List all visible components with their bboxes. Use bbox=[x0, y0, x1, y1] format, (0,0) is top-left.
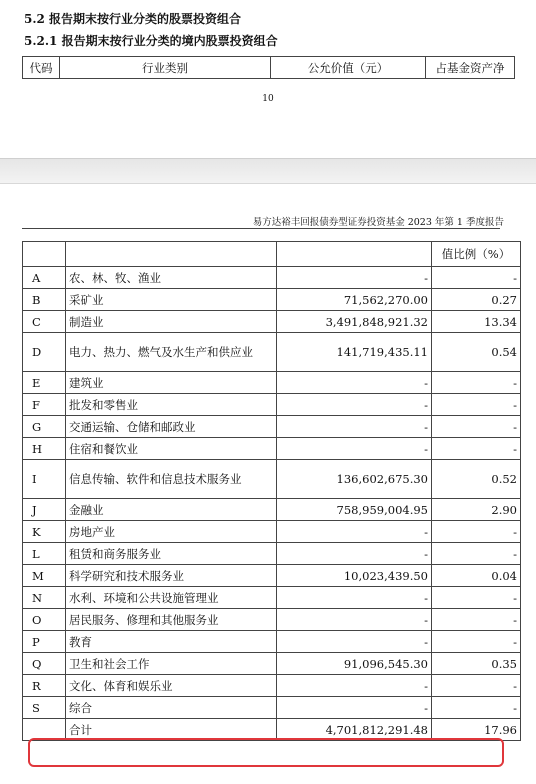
row-industry: 卫生和社会工作 bbox=[66, 653, 277, 675]
table-row bbox=[23, 416, 521, 438]
row-pct: - bbox=[432, 521, 521, 543]
header-fair-value: 公允价值（元） bbox=[271, 57, 426, 79]
row-fair-value: 136,602,675.30 bbox=[277, 460, 432, 499]
industry-table bbox=[22, 241, 521, 741]
row-fair-value: - bbox=[277, 587, 432, 609]
row-industry: 居民服务、修理和其他服务业 bbox=[66, 609, 277, 631]
row-industry: 农、林、牧、渔业 bbox=[66, 267, 277, 289]
row-fair-value: 71,562,270.00 bbox=[277, 289, 432, 311]
table-row bbox=[23, 565, 521, 587]
row-pct: - bbox=[432, 631, 521, 653]
row-pct: 0.27 bbox=[432, 289, 521, 311]
row-fair-value: - bbox=[277, 675, 432, 697]
row-code: L bbox=[23, 543, 66, 565]
row-industry: 交通运输、仓储和邮政业 bbox=[66, 416, 277, 438]
row-industry: 住宿和餐饮业 bbox=[66, 438, 277, 460]
table-row bbox=[23, 609, 521, 631]
row-fair-value: 141,719,435.11 bbox=[277, 333, 432, 372]
page-break bbox=[0, 158, 536, 184]
row-industry: 批发和零售业 bbox=[66, 394, 277, 416]
row-industry: 采矿业 bbox=[66, 289, 277, 311]
row-pct: 0.52 bbox=[432, 460, 521, 499]
table-row bbox=[23, 333, 521, 372]
table-header bbox=[22, 56, 515, 79]
table-row bbox=[23, 675, 521, 697]
page-upper bbox=[0, 0, 536, 158]
table-row bbox=[23, 587, 521, 609]
row-pct: - bbox=[432, 587, 521, 609]
row-code: N bbox=[23, 587, 66, 609]
row-industry: 信息传输、软件和信息技术服务业 bbox=[66, 460, 277, 499]
row-code: M bbox=[23, 565, 66, 587]
row-code: Q bbox=[23, 653, 66, 675]
table-row bbox=[23, 460, 521, 499]
row-industry: 文化、体育和娱乐业 bbox=[66, 675, 277, 697]
row-pct: 0.54 bbox=[432, 333, 521, 372]
row-industry: 金融业 bbox=[66, 499, 277, 521]
row-fair-value: 10,023,439.50 bbox=[277, 565, 432, 587]
table-row bbox=[23, 438, 521, 460]
row-fair-value: - bbox=[277, 521, 432, 543]
row-fair-value: - bbox=[277, 372, 432, 394]
row-industry: 水利、环境和公共设施管理业 bbox=[66, 587, 277, 609]
table-row bbox=[23, 499, 521, 521]
table-row bbox=[23, 267, 521, 289]
table-row bbox=[23, 311, 521, 333]
header-industry: 行业类别 bbox=[60, 57, 271, 79]
row-fair-value: - bbox=[277, 697, 432, 719]
row-fair-value: - bbox=[277, 267, 432, 289]
row-industry: 综合 bbox=[66, 697, 277, 719]
page-number: 10 bbox=[262, 94, 274, 104]
row-fair-value: - bbox=[277, 416, 432, 438]
table-row bbox=[23, 289, 521, 311]
row-pct: - bbox=[432, 697, 521, 719]
row-code: E bbox=[23, 372, 66, 394]
row-pct: - bbox=[432, 372, 521, 394]
row-fair-value: - bbox=[277, 438, 432, 460]
row-industry: 教育 bbox=[66, 631, 277, 653]
row-code: F bbox=[23, 394, 66, 416]
table-row bbox=[23, 653, 521, 675]
row-fair-value: 91,096,545.30 bbox=[277, 653, 432, 675]
row-fair-value: 758,959,004.95 bbox=[277, 499, 432, 521]
row-industry: 租赁和商务服务业 bbox=[66, 543, 277, 565]
row-fair-value: 3,491,848,921.32 bbox=[277, 311, 432, 333]
table-row bbox=[23, 543, 521, 565]
row-pct: 13.34 bbox=[432, 311, 521, 333]
total-label: 合计 bbox=[66, 719, 277, 741]
row-pct: 0.35 bbox=[432, 653, 521, 675]
table-row-header-continuation bbox=[23, 242, 521, 267]
header-pct-continued: 值比例（%） bbox=[432, 242, 521, 267]
row-code: A bbox=[23, 267, 66, 289]
row-code: B bbox=[23, 289, 66, 311]
header-code: 代码 bbox=[23, 57, 60, 79]
section-subtitle: 5.2.1 报告期末按行业分类的境内股票投资组合 bbox=[24, 34, 278, 48]
total-pct: 17.96 bbox=[432, 719, 521, 741]
total-value: 4,701,812,291.48 bbox=[277, 719, 432, 741]
row-code: C bbox=[23, 311, 66, 333]
row-industry: 科学研究和技术服务业 bbox=[66, 565, 277, 587]
row-code: G bbox=[23, 416, 66, 438]
table-row bbox=[23, 394, 521, 416]
table-row bbox=[23, 697, 521, 719]
table-row bbox=[23, 372, 521, 394]
row-fair-value: - bbox=[277, 394, 432, 416]
row-code: J bbox=[23, 499, 66, 521]
row-pct: - bbox=[432, 438, 521, 460]
row-pct: 0.04 bbox=[432, 565, 521, 587]
row-code: R bbox=[23, 675, 66, 697]
row-code: S bbox=[23, 697, 66, 719]
row-pct: - bbox=[432, 543, 521, 565]
row-code: I bbox=[23, 460, 66, 499]
row-industry: 制造业 bbox=[66, 311, 277, 333]
total-row-highlight bbox=[28, 738, 504, 767]
row-code: P bbox=[23, 631, 66, 653]
header-pct: 占基金资产净 bbox=[426, 57, 515, 79]
table-row bbox=[23, 631, 521, 653]
row-industry: 建筑业 bbox=[66, 372, 277, 394]
table-row bbox=[23, 521, 521, 543]
row-code: H bbox=[23, 438, 66, 460]
row-fair-value: - bbox=[277, 543, 432, 565]
row-pct: - bbox=[432, 675, 521, 697]
row-code: O bbox=[23, 609, 66, 631]
row-fair-value: - bbox=[277, 609, 432, 631]
row-fair-value: - bbox=[277, 631, 432, 653]
running-head: 易方达裕丰回报债券型证券投资基金 2023 年第 1 季度报告 bbox=[252, 217, 504, 228]
row-pct: - bbox=[432, 609, 521, 631]
row-pct: - bbox=[432, 267, 521, 289]
row-pct: 2.90 bbox=[432, 499, 521, 521]
row-pct: - bbox=[432, 416, 521, 438]
row-code: D bbox=[23, 333, 66, 372]
row-industry: 电力、热力、燃气及水生产和供应业 bbox=[66, 333, 277, 372]
row-code: K bbox=[23, 521, 66, 543]
header-rule bbox=[22, 228, 500, 229]
row-pct: - bbox=[432, 394, 521, 416]
row-industry: 房地产业 bbox=[66, 521, 277, 543]
section-title: 5.2 报告期末按行业分类的股票投资组合 bbox=[24, 12, 242, 26]
